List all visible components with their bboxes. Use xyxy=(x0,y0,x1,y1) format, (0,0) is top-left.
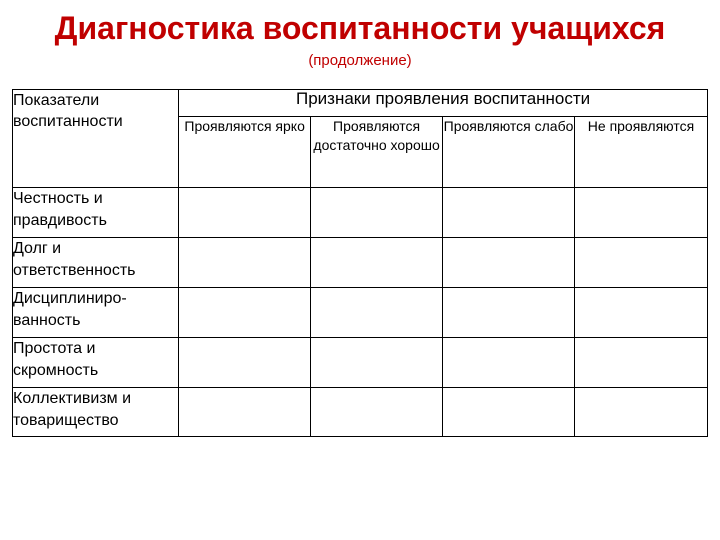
table-row xyxy=(13,338,708,388)
row-indicator: Коллективизм и товарищество xyxy=(13,388,179,437)
diagnostics-table xyxy=(12,89,708,437)
row-indicator: Простота и скромность xyxy=(13,338,179,388)
table-row xyxy=(13,388,708,437)
table-cell[interactable] xyxy=(179,388,311,437)
table-cell[interactable] xyxy=(574,338,707,388)
table-cell[interactable] xyxy=(443,388,575,437)
table-cell[interactable] xyxy=(574,188,707,238)
slide-subtitle: (продолжение) xyxy=(308,52,412,69)
subheader-none: Не проявляются xyxy=(574,117,707,188)
subheader-good: Проявляются достаточно хорошо xyxy=(311,117,443,188)
table-cell[interactable] xyxy=(179,288,311,338)
table-cell[interactable] xyxy=(443,288,575,338)
table-row xyxy=(13,188,708,238)
table-cell[interactable] xyxy=(179,188,311,238)
row-indicator: Честность и правдивость xyxy=(13,188,179,238)
subheader-bright: Проявляются ярко xyxy=(179,117,311,188)
table-cell[interactable] xyxy=(574,388,707,437)
table-cell[interactable] xyxy=(443,188,575,238)
table-row xyxy=(13,288,708,338)
indicator-column-header: Показатели воспитанности xyxy=(13,90,179,188)
table-cell[interactable] xyxy=(179,338,311,388)
row-indicator: Дисциплиниро-ванность xyxy=(13,288,179,338)
table-row xyxy=(13,238,708,288)
table-header-row xyxy=(13,90,708,117)
subheader-weak: Проявляются слабо xyxy=(443,117,575,188)
table-cell[interactable] xyxy=(311,188,443,238)
table-cell[interactable] xyxy=(574,288,707,338)
table-cell[interactable] xyxy=(179,238,311,288)
slide-title: Диагностика воспитанности учащихся xyxy=(54,10,666,46)
table-cell[interactable] xyxy=(311,288,443,338)
table-cell[interactable] xyxy=(311,238,443,288)
row-indicator: Долг и ответственность xyxy=(13,238,179,288)
manifestation-group-header: Признаки проявления воспитанности xyxy=(179,90,708,117)
table-cell[interactable] xyxy=(443,238,575,288)
table-cell[interactable] xyxy=(443,338,575,388)
table-cell[interactable] xyxy=(574,238,707,288)
table-cell[interactable] xyxy=(311,388,443,437)
table-cell[interactable] xyxy=(311,338,443,388)
